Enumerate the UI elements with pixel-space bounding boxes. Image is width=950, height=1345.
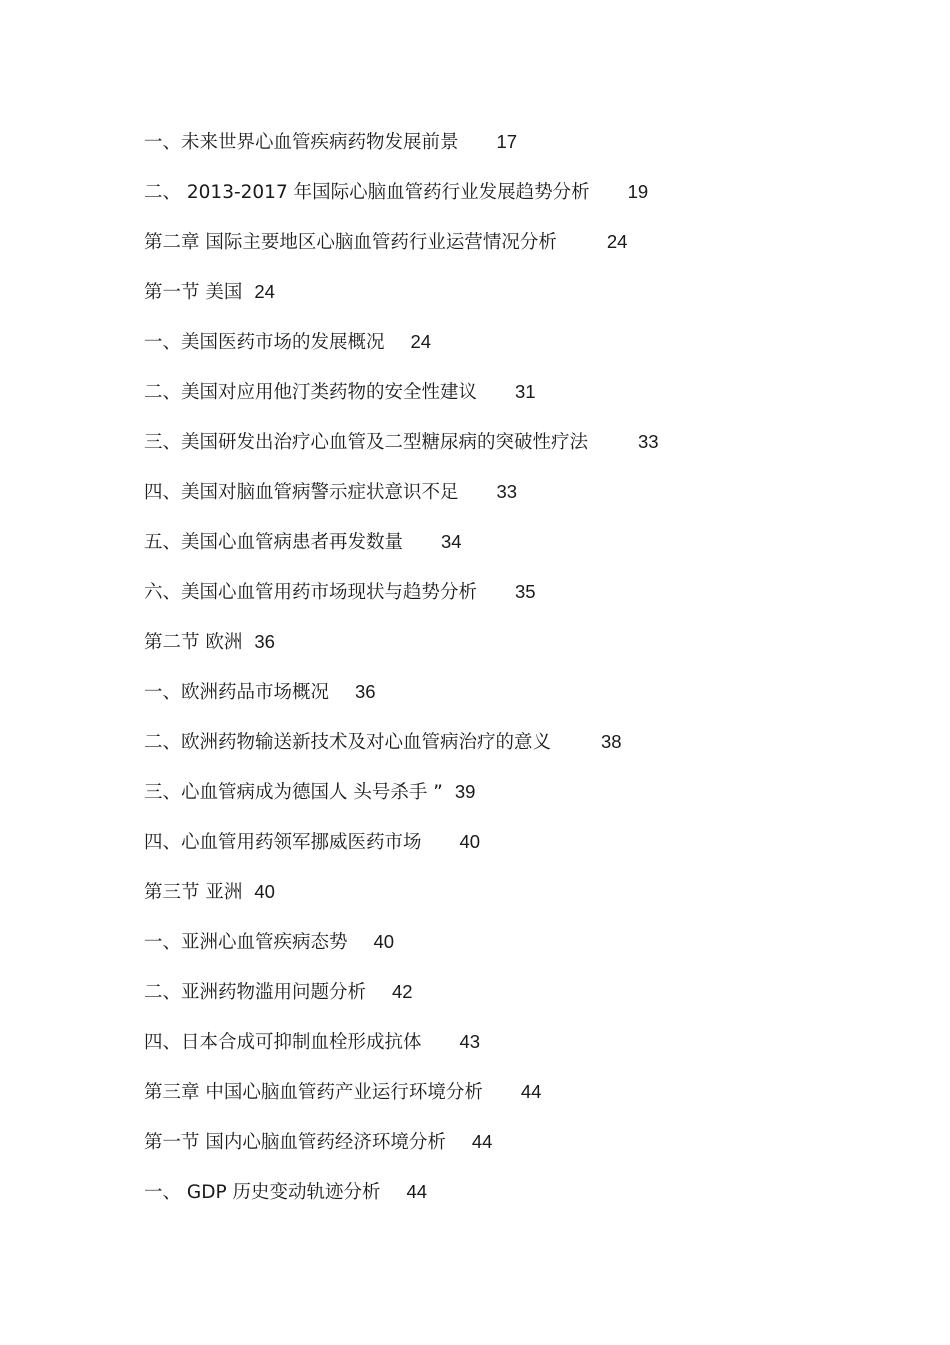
toc-entry-page: 24 (254, 281, 275, 302)
toc-entry-page: 40 (459, 831, 481, 852)
toc-entry-title: 第三节 亚洲 (144, 882, 243, 903)
toc-entry-title: 二、美国对应用他汀类药物的安全性建议 (144, 382, 478, 403)
toc-entry-page: 36 (355, 681, 376, 702)
toc-entry-page: 35 (515, 581, 536, 602)
toc-entry-title: 五、美国心血管病患者再发数量 (144, 532, 404, 553)
toc-entry (144, 278, 864, 328)
toc-entry-title: 第一节 国内心脑血管药经济环境分析 (144, 1132, 446, 1153)
toc-entry-title: 三、美国研发出治疗心血管及二型糖尿病的突破性疗法 (144, 432, 589, 453)
toc-entry-page: 24 (606, 231, 628, 252)
toc-entry-page: 44 (520, 1081, 542, 1102)
toc-entry-page: 38 (601, 731, 622, 752)
toc-entry-page: 40 (254, 881, 275, 902)
toc-entry-page: 24 (410, 331, 432, 352)
toc-entry-title: 一、亚洲心血管疾病态势 (144, 932, 348, 953)
toc-entry (144, 1128, 864, 1178)
toc-entry-title: 三、心血管病成为德国人 头号杀手 ” (144, 782, 443, 803)
toc-entry-page: 43 (459, 1031, 481, 1052)
toc-entry-page: 36 (254, 631, 275, 652)
table-of-contents (144, 128, 864, 1228)
toc-entry (144, 928, 864, 978)
toc-entry (144, 528, 864, 578)
toc-entry (144, 728, 864, 778)
toc-entry (144, 428, 864, 478)
toc-entry (144, 978, 864, 1028)
toc-entry (144, 228, 864, 278)
toc-entry (144, 378, 864, 428)
toc-entry-page: 33 (496, 481, 518, 502)
toc-entry (144, 628, 864, 678)
toc-entry-title: 四、日本合成可抑制血栓形成抗体 (144, 1032, 422, 1053)
toc-entry-page: 31 (515, 381, 536, 402)
toc-entry-page: 42 (392, 981, 413, 1002)
toc-entry (144, 1078, 864, 1128)
toc-entry-title: 二、 2013-2017 年国际心脑血管药行业发展趋势分析 (144, 182, 590, 203)
toc-entry (144, 678, 864, 728)
toc-entry-page: 17 (496, 131, 518, 152)
toc-entry (144, 478, 864, 528)
toc-entry-page: 34 (441, 531, 462, 552)
toc-entry-page: 40 (373, 931, 395, 952)
toc-entry-title: 第一节 美国 (144, 282, 243, 303)
toc-entry-title: 第三章 中国心脑血管药产业运行环境分析 (144, 1082, 483, 1103)
toc-entry-title: 一、欧洲药品市场概况 (144, 682, 330, 703)
toc-entry (144, 178, 864, 228)
toc-entry (144, 1028, 864, 1078)
toc-entry (144, 128, 864, 178)
toc-entry-page: 33 (638, 431, 659, 452)
toc-entry-title: 二、亚洲药物滥用问题分析 (144, 982, 367, 1003)
toc-entry (144, 328, 864, 378)
toc-entry-title: 四、心血管用药领军挪威医药市场 (144, 832, 422, 853)
toc-entry-title: 一、美国医药市场的发展概况 (144, 332, 385, 353)
toc-entry-title: 一、 GDP 历史变动轨迹分析 (144, 1182, 381, 1203)
toc-entry-title: 六、美国心血管用药市场现状与趋势分析 (144, 582, 478, 603)
toc-entry-title: 一、未来世界心血管疾病药物发展前景 (144, 132, 459, 153)
toc-entry-page: 44 (471, 1131, 493, 1152)
toc-entry (144, 778, 864, 828)
toc-entry (144, 1178, 864, 1228)
toc-entry-page: 19 (627, 181, 649, 202)
toc-entry-page: 39 (454, 781, 476, 802)
toc-entry (144, 878, 864, 928)
toc-entry-title: 第二章 国际主要地区心脑血管药行业运营情况分析 (144, 232, 557, 253)
toc-entry-title: 第二节 欧洲 (144, 632, 243, 653)
toc-entry (144, 578, 864, 628)
toc-entry (144, 828, 864, 878)
toc-entry-title: 二、欧洲药物输送新技术及对心血管病治疗的意义 (144, 732, 552, 753)
toc-entry-title: 四、美国对脑血管病警示症状意识不足 (144, 482, 459, 503)
toc-entry-page: 44 (406, 1181, 428, 1202)
